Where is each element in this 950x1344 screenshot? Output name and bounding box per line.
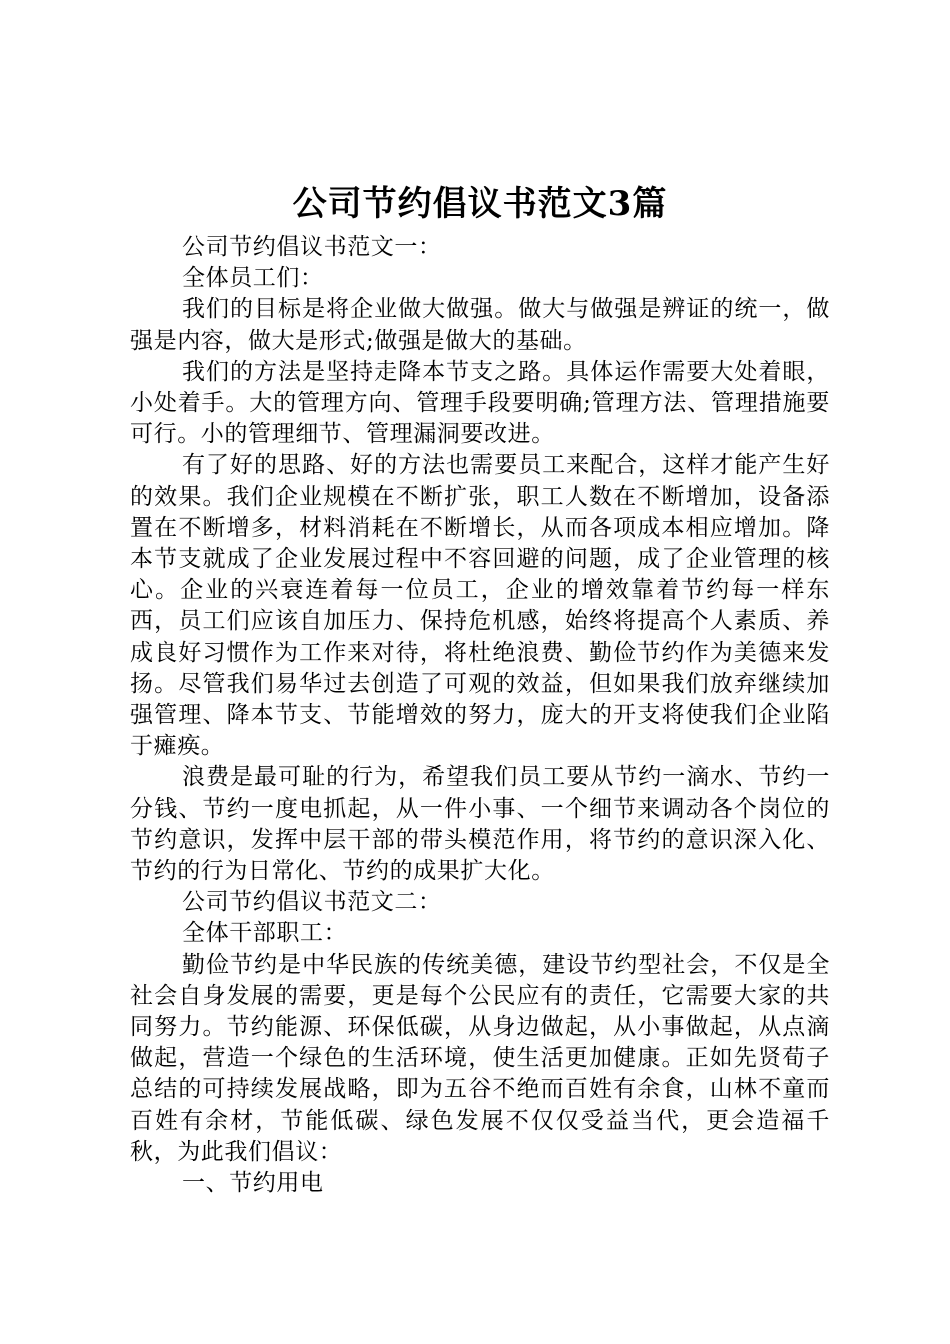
paragraph-section-heading-2: 公司节约倡议书范文二： (182, 889, 442, 916)
paragraph-waste: 浪费是最可耻的行为，希望我们员工要从节约一滴水、节约一分钱、节约一度电抓起，从一件小事、一个细节来调动各个岗位的节约意识，发挥中层干部的带头模范作用，将节约的意识深入化、节约的行为日常化、节约的成果扩大化。 (130, 764, 830, 885)
document-title: 公司节约倡议书范文3篇 (292, 184, 668, 224)
paragraph-thrift: 勤俭节约是中华民族的传统美德，建设节约型社会，不仅是全社会自身发展的需要，更是每个公民应有的责任，它需要大家的共同努力。节约能源、环保低碳，从身边做起，从小事做起，从点滴做起，营造一个绿色的生活环境，使生活更加健康。正如先贤荀子总结的可持续发展战略，即为五谷不绝而百姓有余食，山林不童而百姓有余材，节能低碳、绿色发展不仅仅受益当代，更会造福千秋，为此我们倡议： (130, 951, 830, 1165)
paragraph-section-heading-1: 公司节约倡议书范文一： (182, 234, 442, 260)
paragraph-cooperation: 有了好的思路、好的方法也需要员工来配合，这样才能产生好的效果。我们企业规模在不断扩张，职工人数在不断增加，设备添置在不断增多，材料消耗在不断增长，从而各项成本相应增加。降本节支就成了企业发展过程中不容回避的问题，成了企业管理的核心。企业的兴衰连着每一位员工，企业的增效靠着节约每一样东西，员工们应该自加压力、保持危机感，始终将提高个人素质、养成良好习惯作为工作来对待，将杜绝浪费、勤俭节约作为美德来发扬。尽管我们易华过去创造了可观的效益，但如果我们放弃继续加强管理、降本节支、节能增效的努力，庞大的开支将使我们企业陷于瘫痪。 (130, 452, 830, 760)
document-page (130, 182, 830, 1199)
paragraph-goal: 我们的目标是将企业做大做强。做大与做强是辨证的统一，做强是内容，做大是形式;做强是做大的基础。 (130, 296, 830, 354)
paragraph-method: 我们的方法是坚持走降本节支之路。具体运作需要大处着眼，小处着手。大的管理方向、管理手段要明确;管理方法、管理措施要可行。小的管理细节、管理漏洞要改进。 (130, 358, 830, 448)
paragraph-salutation-1: 全体员工们： (182, 265, 324, 292)
paragraph-salutation-2: 全体干部职工： (182, 920, 348, 947)
paragraph-item-1: 一、节约用电 (182, 1170, 324, 1197)
